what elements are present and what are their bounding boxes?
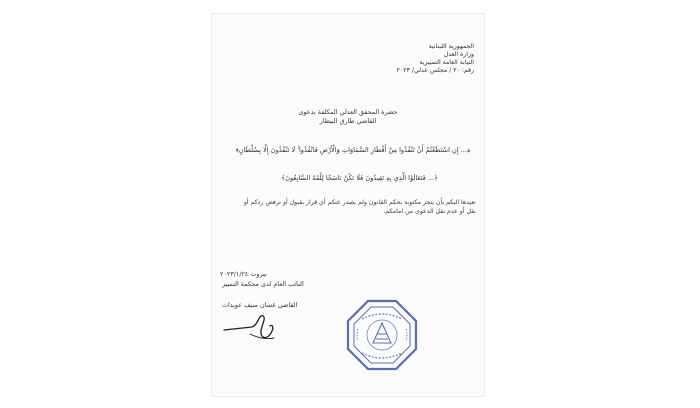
header-republic: الجمهورية اللبنانية xyxy=(428,43,474,50)
document-page xyxy=(212,14,484,396)
document-date: بيروت ٢٠٢٣/١/٢٤ xyxy=(220,270,267,278)
header-reference-number: رقم: ٢٠ / مجلس عدلي/ ٢٠٢٣ xyxy=(396,67,474,74)
signatory-title: النائب العام لدى محكمة التمييز xyxy=(222,280,304,288)
body-line-2: نقل أو عدم نقل الدعوى من امامكم. xyxy=(383,208,476,215)
handwritten-signature xyxy=(222,310,292,350)
header-ministry: وزارة العدل xyxy=(443,51,474,58)
verse-line-2: ﴿... فَتَعَالَوْا الَّذِي بِهِ تَقِيدُونَ فَلَا تَكُنْ نَاسَخًا لِلْمُهُ السَّابِعُونَ﴾ xyxy=(281,174,438,182)
verse-line-1: ﴿... إِنِ اسْتَطَعْتُمْ أَنْ تَنْفُذُوا مِنْ أَقْطَارِ السَّمَاوَاتِ وَالْأَرْضِ فَانْفُذُوا ۚ لَا تَنْفُذُونَ إِلَّا بِسُلْطَانٍ﴾ xyxy=(235,146,470,154)
addressee-name: القاضي طارق البيطار xyxy=(319,117,377,125)
addressee-title: حضرة المحقق العدلي المكلفة بدعوى xyxy=(298,108,398,116)
official-seal-stamp xyxy=(346,299,418,371)
signatory-name: القاضي غسان منيف عويدات xyxy=(222,301,298,309)
body-line-1: نعيدها اليكم بأن ينجز مكتوبة بحكم القانون ولم يصدر عنكم أي قرار بقبول أو ترفض ردكم أو xyxy=(243,199,476,206)
header-prosecution: النيابة العامة التمييزية xyxy=(419,59,474,66)
